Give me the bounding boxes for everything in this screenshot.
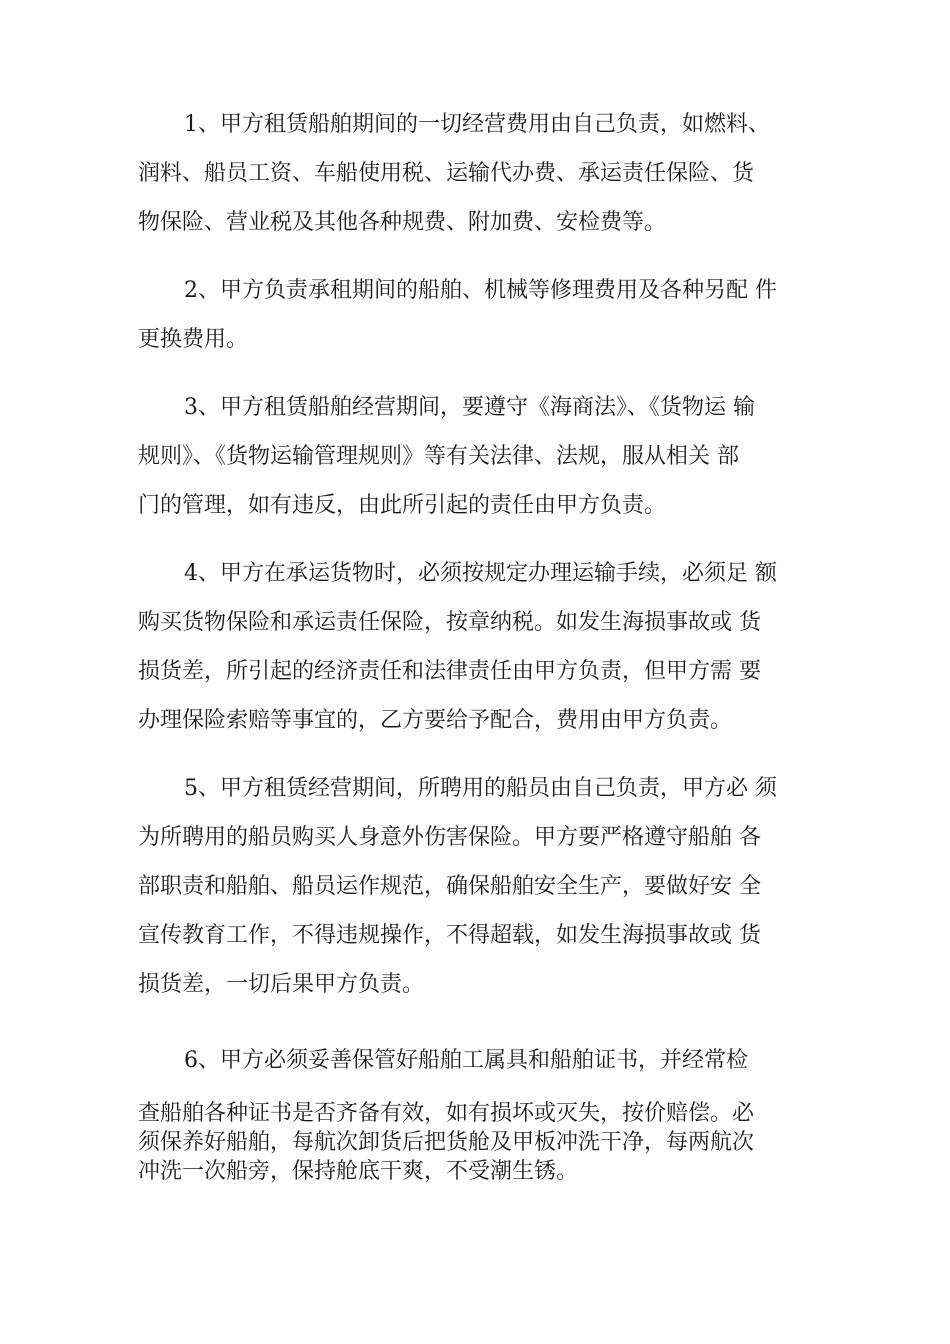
paragraph-6-line-1: 6、甲方必须妥善保管好船舶工属具和船舶证书，并经常检 <box>184 1048 748 1073</box>
paragraph-2-line-2: 更换费用。 <box>138 327 249 352</box>
paragraph-2-line-1: 2、甲方负责承租期间的船舶、机械等修理费用及各种另配 件 <box>184 278 777 303</box>
paragraph-4-line-4: 办理保险索赔等事宜的，乙方要给予配合，费用由甲方负责。 <box>138 708 733 733</box>
paragraph-5-line-4: 宣传教育工作，不得违规操作，不得超载，如发生海损事故或 货 <box>138 923 761 948</box>
paragraph-4-line-3: 损货差，所引起的经济责任和法律责任由甲方负责，但甲方需 要 <box>138 659 761 684</box>
paragraph-5-line-5: 损货差，一切后果甲方负责。 <box>138 972 425 997</box>
paragraph-3-line-1: 3、甲方租赁船舶经营期间，要遵守《海商法》、《货物运 输 <box>184 395 755 420</box>
paragraph-5-line-3: 部职责和船舶、船员运作规范，确保船舶安全生产，要做好安 全 <box>138 874 761 899</box>
paragraph-1-line-3: 物保险、营业税及其他各种规费、附加费、安检费等。 <box>138 210 667 235</box>
paragraph-6-line-2: 查船舶各种证书是否齐备有效，如有损坏或灭失，按价赔偿。必 <box>138 1101 755 1126</box>
paragraph-3-line-3: 门的管理，如有违反，由此所引起的责任由甲方负责。 <box>138 493 667 518</box>
paragraph-4-line-2: 购买货物保险和承运责任保险，按章纳税。如发生海损事故或 货 <box>138 610 761 635</box>
paragraph-4-line-1: 4、甲方在承运货物时，必须按规定办理运输手续，必须足 额 <box>184 561 777 586</box>
paragraph-5-line-2: 为所聘用的船员购买人身意外伤害保险。甲方要严格遵守船舶 各 <box>138 825 761 850</box>
paragraph-1-line-2: 润料、船员工资、车船使用税、运输代办费、承运责任保险、货 <box>138 161 755 186</box>
paragraph-1-line-1: 1、甲方租赁船舶期间的一切经营费用由自己负责，如燃料、 <box>184 112 770 137</box>
paragraph-3-line-2: 规则》、《货物运输管理规则》等有关法律、法规，服从相关 部 <box>138 444 739 469</box>
paragraph-6-line-4: 冲洗一次船旁，保持舱底干爽，不受潮生锈。 <box>138 1159 579 1184</box>
paragraph-5-line-1: 5、甲方租赁经营期间，所聘用的船员由自己负责，甲方必 须 <box>184 776 777 801</box>
paragraph-6-line-3: 须保养好船舶，每航次卸货后把货舱及甲板冲洗干净，每两航次 <box>138 1130 755 1155</box>
